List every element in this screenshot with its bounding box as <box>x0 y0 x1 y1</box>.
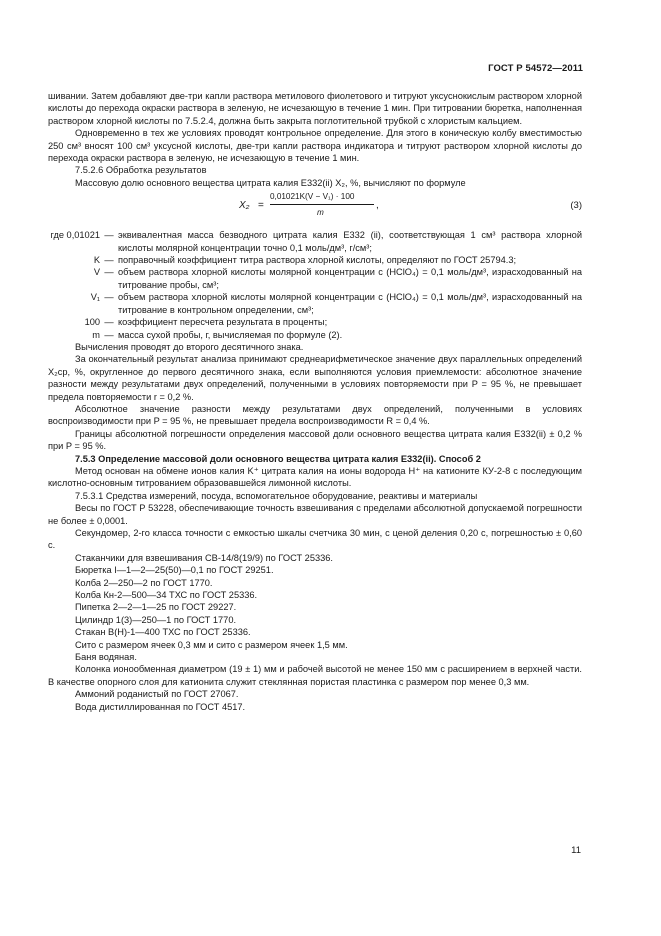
definition-dash: — <box>104 329 114 340</box>
definition-symbol: V₁ <box>90 292 100 303</box>
definition-text: коэффициент пересчета результата в проценты; <box>118 317 328 328</box>
paragraph: Колонка ионообменная диаметром (19 ± 1) мм и рабочей высотой не менее 150 мм с расширением в верхней части. В качестве опорного слоя для катионита служит стеклянная пористая пластинка с размером пор менее 0,3 мм. <box>48 664 582 687</box>
definition-row <box>48 266 582 291</box>
definition-text: поправочный коэффициент титра раствора хлорной кислоты, определяют по ГОСТ 25794.3; <box>118 255 517 266</box>
formula-comma: , <box>376 200 379 212</box>
formula-number: (3) <box>570 200 582 212</box>
paragraph: 7.5.3 Определение массовой доли основного вещества цитрата калия Е332(ii). Способ 2 <box>75 453 481 464</box>
definition-row <box>48 229 582 254</box>
definition-symbol: 100 <box>84 317 100 328</box>
definition-row <box>48 329 582 341</box>
paragraph: 7.5.3.1 Средства измерений, посуда, вспомогательное оборудование, реактивы и материалы <box>75 490 478 501</box>
paragraph: Одновременно в тех же условиях проводят контрольное определение. Для этого в коническую колбу вместимостью 250 см³ вносят 100 см³ уксусной кислоты, две-три капли раствора индикатора и титруют раствором хлорной кислоты до перехода окраски раствора в зеленую, не исчезающую в течение 1 мин. <box>48 128 582 164</box>
definition-dash: — <box>104 267 114 278</box>
formula-numerator: 0,01021K(V − V₁) · 100 <box>270 192 355 202</box>
paragraph: Колба Кн-2—500—34 ТХС по ГОСТ 25336. <box>75 590 258 601</box>
bottom-paragraphs <box>48 341 582 713</box>
paragraph: Бюретка I—1—2—25(50)—0,1 по ГОСТ 29251. <box>75 565 274 576</box>
paragraph: Метод основан на обмене ионов калия K⁺ цитрата калия на ионы водорода H⁺ на катионите КУ-2-8 с последующим кислотно-основным титрованием образовавшейся лимонной кислоты. <box>48 465 582 489</box>
definition-row <box>48 316 582 328</box>
document-header: ГОСТ Р 54572—2011 <box>488 63 583 74</box>
definition-dash: — <box>104 292 114 303</box>
definition-dash: — <box>104 255 114 266</box>
top-paragraphs <box>48 90 582 189</box>
paragraph: Стакан В(Н)-1—400 ТХС по ГОСТ 25336. <box>75 627 251 638</box>
paragraph: Цилиндр 1(3)—250—1 по ГОСТ 1770. <box>75 614 237 625</box>
paragraph: Пипетка 2—2—1—25 по ГОСТ 29227. <box>75 602 237 613</box>
definition-text: эквивалентная масса безводного цитрата калия Е332 (ii), соответствующая 1 см³ раствора хлорной кислоты молярной концентрации точно 0,1 моль/дм³, г/см³; <box>118 230 582 253</box>
definition-row <box>48 254 582 266</box>
formula-3 <box>48 191 582 225</box>
paragraph: Границы абсолютной погрешности определения массовой доли основного вещества цитрата калия Е332(ii) ± 0,2 % при P = 95 %. <box>48 428 582 452</box>
document-body <box>48 90 582 713</box>
fraction-bar <box>270 204 374 205</box>
formula-lhs: X₂ <box>239 200 250 212</box>
formula-equals: = <box>258 200 264 212</box>
definition-text: объем раствора хлорной кислоты молярной концентрации c (HClO₄) = 0,1 моль/дм³, израсходованный на титрование пробы, см³; <box>118 267 582 290</box>
paragraph: Баня водяная. <box>75 652 137 663</box>
definition-symbol: V <box>93 267 100 278</box>
definition-dash: — <box>104 317 114 328</box>
definition-row <box>48 291 582 316</box>
paragraph: Вода дистиллированная по ГОСТ 4517. <box>75 701 246 712</box>
paragraph: Массовую долю основного вещества цитрата калия Е332(ii) X₂, %, вычисляют по формуле <box>75 177 466 188</box>
definition-dash: — <box>104 230 114 241</box>
paragraph: Секундомер, 2-го класса точности с емкостью шкалы счетчика 30 мин, с ценой деления 0,20 с, погрешностью ± 0,60 с. <box>48 528 582 551</box>
formula-denominator: m <box>317 208 324 218</box>
paragraph: Сито с размером ячеек 0,3 мм и сито с размером ячеек 1,5 мм. <box>75 639 348 650</box>
paragraph: Аммоний роданистый по ГОСТ 27067. <box>75 689 239 700</box>
paragraph: Весы по ГОСТ Р 53228, обеспечивающие точность взвешивания с пределами абсолютной допускаемой погрешности не более ± 0,0001. <box>48 503 582 526</box>
definition-symbol: где 0,01021 <box>50 230 100 241</box>
paragraph: Колба 2—250—2 по ГОСТ 1770. <box>75 577 213 588</box>
paragraph: шивании. Затем добавляют две-три капли раствора метилового фиолетового и титруют уксуснокислым раствором хлорной кислоты до перехода окраски раствора в зеленую, не исчезающую в течение 1 мин. При титровании бюретка, наполненная раствором хлорной кислоты по 7.5.2.4, должна быть закрыта поглотительной трубкой с хлористым кальцием. <box>48 91 582 126</box>
paragraph: 7.5.2.6 Обработка результатов <box>75 165 207 176</box>
definition-text: масса сухой пробы, г, вычисляемая по формуле (2). <box>118 329 343 340</box>
paragraph: Абсолютное значение разности между результатами двух определений, полученными в условиях воспроизводимости при P = 95 %, не превышает предела воспроизводимости R = 0,4 %. <box>48 403 582 427</box>
definition-symbol: m <box>92 329 100 340</box>
definition-text: объем раствора хлорной кислоты молярной концентрации c (HClO₄) = 0,1 моль/дм³, израсходованный на титрование в контрольном определении, см³; <box>118 292 582 315</box>
definitions-table <box>48 229 582 341</box>
page-number: 11 <box>571 845 581 856</box>
paragraph: Вычисления проводят до второго десятичного знака. <box>75 341 304 352</box>
definition-symbol: K <box>93 255 100 266</box>
paragraph: Стаканчики для взвешивания СВ-14/8(19/9) по ГОСТ 25336. <box>75 552 333 563</box>
paragraph: За окончательный результат анализа принимают среднеарифметическое значение двух параллельных определений X₂ср, %, округленное до первого десятичного знака, если выполняются условия приемлемости: абсолютное значение разности между результатами двух определений, полученными в условиях повторяемости при P = 95 %, не превышает предела повторяемости r = 0,2 %. <box>48 354 582 402</box>
